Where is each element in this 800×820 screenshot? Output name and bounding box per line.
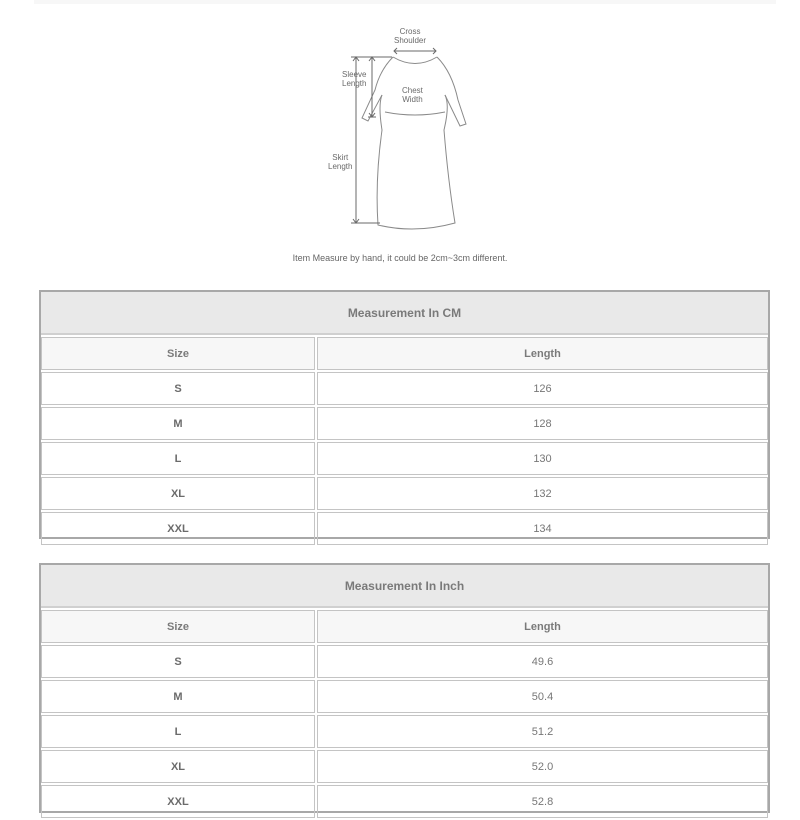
size-table bbox=[39, 608, 770, 820]
dress-measurement-diagram bbox=[320, 20, 480, 235]
size-cell: XXL bbox=[41, 512, 315, 545]
length-cell: 52.8 bbox=[317, 785, 768, 818]
size-cell: L bbox=[41, 715, 315, 748]
size-cell: S bbox=[41, 372, 315, 405]
table-header-row bbox=[41, 610, 768, 643]
skirt-label: Skirt bbox=[332, 153, 349, 162]
table-row bbox=[41, 680, 768, 713]
length-cell: 132 bbox=[317, 477, 768, 510]
table-title: Measurement In Inch bbox=[41, 565, 768, 608]
cross-label: Cross bbox=[399, 27, 421, 36]
table-row bbox=[41, 785, 768, 818]
skirt-length-label bbox=[328, 153, 352, 171]
length-cell: 126 bbox=[317, 372, 768, 405]
length-cell: 50.4 bbox=[317, 680, 768, 713]
length-cell: 51.2 bbox=[317, 715, 768, 748]
table-row bbox=[41, 512, 768, 545]
length-header: Length bbox=[317, 610, 768, 643]
size-table bbox=[39, 335, 770, 547]
table-header-row bbox=[41, 337, 768, 370]
size-header: Size bbox=[41, 337, 315, 370]
size-header: Size bbox=[41, 610, 315, 643]
sleeve-label: Sleeve bbox=[342, 70, 367, 79]
size-cell: M bbox=[41, 680, 315, 713]
table-row bbox=[41, 372, 768, 405]
length-cell: 49.6 bbox=[317, 645, 768, 678]
length-label: Length bbox=[342, 79, 367, 88]
size-cell: L bbox=[41, 442, 315, 475]
table-row bbox=[41, 645, 768, 678]
table-row bbox=[41, 407, 768, 440]
size-cell: XL bbox=[41, 477, 315, 510]
table-row bbox=[41, 715, 768, 748]
table-row bbox=[41, 750, 768, 783]
top-strip bbox=[34, 0, 776, 4]
dress-diagram-icon bbox=[320, 20, 480, 235]
size-cell: M bbox=[41, 407, 315, 440]
table-row bbox=[41, 477, 768, 510]
measurement-note: Item Measure by hand, it could be 2cm~3cm different. bbox=[292, 253, 508, 263]
size-cell: XL bbox=[41, 750, 315, 783]
size-cell: S bbox=[41, 645, 315, 678]
cross-shoulder-label bbox=[394, 27, 426, 45]
inch-size-table bbox=[39, 563, 770, 813]
length-label: Length bbox=[328, 162, 353, 171]
chest-label: Chest bbox=[402, 86, 423, 95]
chest-width-label bbox=[402, 86, 423, 104]
cm-size-table bbox=[39, 290, 770, 539]
length-header: Length bbox=[317, 337, 768, 370]
table-row bbox=[41, 442, 768, 475]
shoulder-label: Shoulder bbox=[394, 36, 427, 45]
sleeve-length-label bbox=[342, 70, 366, 88]
length-cell: 52.0 bbox=[317, 750, 768, 783]
length-cell: 130 bbox=[317, 442, 768, 475]
width-label: Width bbox=[402, 95, 423, 104]
table-title: Measurement In CM bbox=[41, 292, 768, 335]
length-cell: 134 bbox=[317, 512, 768, 545]
length-cell: 128 bbox=[317, 407, 768, 440]
size-cell: XXL bbox=[41, 785, 315, 818]
